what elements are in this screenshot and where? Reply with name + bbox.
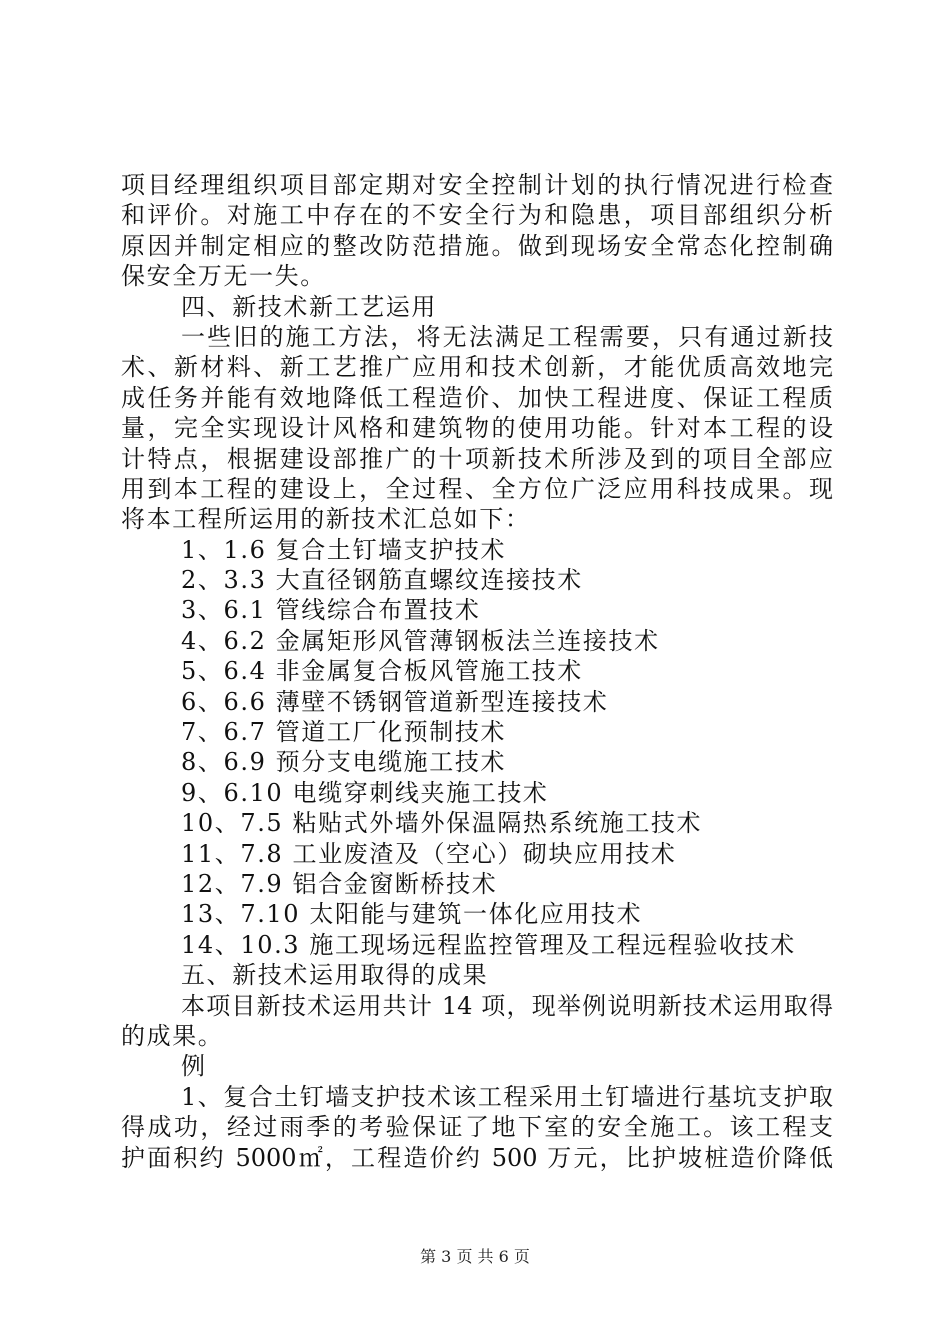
- page-footer: 第 3 页 共 6 页: [420, 1247, 530, 1266]
- text-line: 1、1.6 复合土钉墙支护技术: [181, 535, 507, 564]
- text-line: 项目经理组织项目部定期对安全控制计划的执行情况进行检查: [121, 171, 833, 199]
- text-line: 5、6.4 非金属复合板风管施工技术: [181, 657, 583, 686]
- text-line: 7、6.7 管道工厂化预制技术: [181, 718, 507, 747]
- text-line: 成任务并能有效地降低工程造价、加快工程进度、保证工程质: [121, 383, 833, 412]
- text-line: 的成果。: [121, 1021, 224, 1050]
- text-line: 8、6.9 预分支电缆施工技术: [181, 748, 507, 777]
- text-line: 例: [181, 1052, 207, 1081]
- text-line: 14、10.3 施工现场远程监控管理及工程远程验收技术: [181, 930, 796, 959]
- text-line: 4、6.2 金属矩形风管薄钢板法兰连接技术: [181, 626, 660, 655]
- text-line: 保安全万无一失。: [121, 262, 326, 291]
- text-line: 四、新技术新工艺运用: [181, 292, 437, 321]
- text-line: 11、7.8 工业废渣及（空心）砌块应用技术: [181, 839, 677, 868]
- text-line: 2、3.3 大直径钢筋直螺纹连接技术: [181, 566, 583, 595]
- text-line: 6、6.6 薄壁不锈钢管道新型连接技术: [181, 687, 609, 716]
- text-line: 计特点，根据建设部推广的十项新技术所涉及到的项目全部应: [121, 444, 833, 473]
- text-line: 和评价。对施工中存在的不安全行为和隐患，项目部组织分析: [121, 201, 833, 230]
- text-line: 本项目新技术运用共计 14 项，现举例说明新技术运用取得: [181, 991, 833, 1020]
- text-line: 量，完全实现设计风格和建筑物的使用功能。针对本工程的设: [121, 414, 833, 443]
- text-line: 1、复合土钉墙支护技术该工程采用土钉墙进行基坑支护取: [181, 1082, 833, 1111]
- text-line: 9、6.10 电缆穿刺线夹施工技术: [181, 778, 549, 807]
- text-line: 将本工程所运用的新技术汇总如下：: [121, 505, 531, 534]
- document-body: [121, 170, 833, 1173]
- text-line: 10、7.5 粘贴式外墙外保温隔热系统施工技术: [181, 809, 703, 838]
- text-line: 术、新材料、新工艺推广应用和技术创新，才能优质高效地完: [121, 353, 833, 382]
- text-line: 护面积约 5000㎡，工程造价约 500 万元，比护坡桩造价降低: [121, 1143, 833, 1172]
- text-line: 五、新技术运用取得的成果: [181, 961, 489, 990]
- text-line: 13、7.10 太阳能与建筑一体化应用技术: [181, 900, 643, 929]
- text-line: 用到本工程的建设上，全过程、全方位广泛应用科技成果。现: [121, 474, 833, 503]
- text-line: 一些旧的施工方法，将无法满足工程需要，只有通过新技: [181, 322, 833, 351]
- text-line: 3、6.1 管线综合布置技术: [181, 596, 481, 625]
- text-line: 得成功，经过雨季的考验保证了地下室的安全施工。该工程支: [121, 1113, 833, 1142]
- text-line: 原因并制定相应的整改防范措施。做到现场安全常态化控制确: [121, 231, 833, 260]
- text-line: 12、7.9 铝合金窗断桥技术: [181, 869, 498, 898]
